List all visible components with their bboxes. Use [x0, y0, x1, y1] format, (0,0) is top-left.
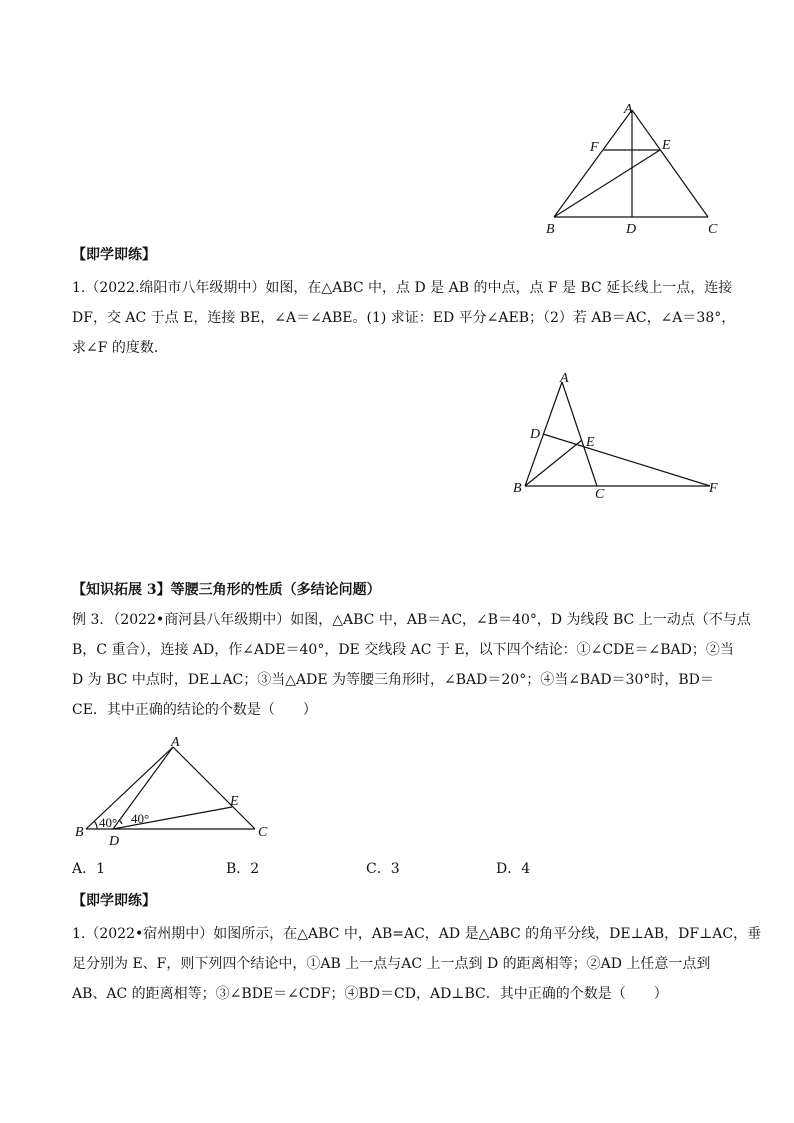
option-d: D．4: [496, 861, 531, 877]
label-D: D: [109, 834, 120, 849]
section-2-line-3: D 为 BC 中点时，DE⊥AC；③当△ADE 为等腰三角形时，∠BAD＝20°；④当∠BAD＝30°时，BD＝: [72, 672, 714, 688]
section-3-line-1: 1.（2022•宿州期中）如图所示，在△ABC 中，AB=AC，AD 是△ABC 的角平分线，DE⊥AB，DF⊥AC，垂: [72, 926, 762, 942]
option-a: A．1: [72, 861, 106, 877]
section-1-line-2: DF，交 AC 于点 E，连接 BE，∠A＝∠ABE。(1) 求证：ED 平分∠AEB；（2）若 AB＝AC，∠A＝38°，: [72, 310, 736, 326]
angle-label-d: 40°: [131, 811, 150, 826]
label-F: F: [709, 481, 718, 496]
label-A: A: [560, 371, 569, 386]
section-1-line-1: 1.（2022.绵阳市八年级期中）如图，在△ABC 中，点 D 是 AB 的中点，点 F 是 BC 延长线上一点，连接: [72, 280, 733, 296]
section-1-line-3: 求∠F 的度数．: [72, 340, 168, 356]
label-C: C: [258, 825, 268, 840]
label-F: F: [590, 140, 599, 155]
figure-3: [70, 735, 280, 850]
option-b: B．2: [226, 861, 260, 877]
label-E: E: [230, 794, 239, 809]
section-3-line-3: AB、AC 的距离相等；③∠BDE＝∠CDF；④BD＝CD，AD⊥BC．其中正确的个数是（ ）: [72, 986, 668, 1002]
label-A: A: [624, 102, 633, 117]
label-B: B: [546, 222, 555, 237]
section-2-line-1: 例 3．（2022•商河县八年级期中）如图，△ABC 中，AB＝AC，∠B＝40°，D 为线段 BC 上一动点（不与点: [72, 612, 751, 628]
label-E: E: [662, 138, 671, 153]
figure-1: [540, 100, 730, 240]
section-1-heading: 【即学即练】: [72, 247, 156, 263]
angle-label-b: 40°: [99, 815, 118, 830]
label-D: D: [530, 427, 541, 442]
label-B: B: [513, 481, 522, 496]
section-2-line-4: CE．其中正确的结论的个数是（ ）: [72, 702, 317, 718]
figure-2: [505, 368, 735, 503]
label-E: E: [586, 435, 595, 450]
section-3-line-2: 足分别为 E、F，则下列四个结论中，①AB 上一点与AC 上一点到 D 的距离相等；②AD 上任意一点到: [72, 956, 711, 972]
section-2-line-2: B，C 重合），连接 AD，作∠ADE＝40°，DE 交线段 AC 于 E，以下四个结论：①∠CDE＝∠BAD；②当: [72, 642, 734, 658]
label-C: C: [595, 487, 605, 502]
label-A: A: [171, 735, 180, 750]
label-D: D: [626, 222, 637, 237]
section-2-heading: 【知识拓展 3】等腰三角形的性质（多结论问题）: [72, 582, 381, 598]
label-C: C: [708, 222, 718, 237]
label-B: B: [75, 825, 84, 840]
section-3-heading: 【即学即练】: [72, 893, 156, 909]
option-c: C．3: [366, 861, 400, 877]
